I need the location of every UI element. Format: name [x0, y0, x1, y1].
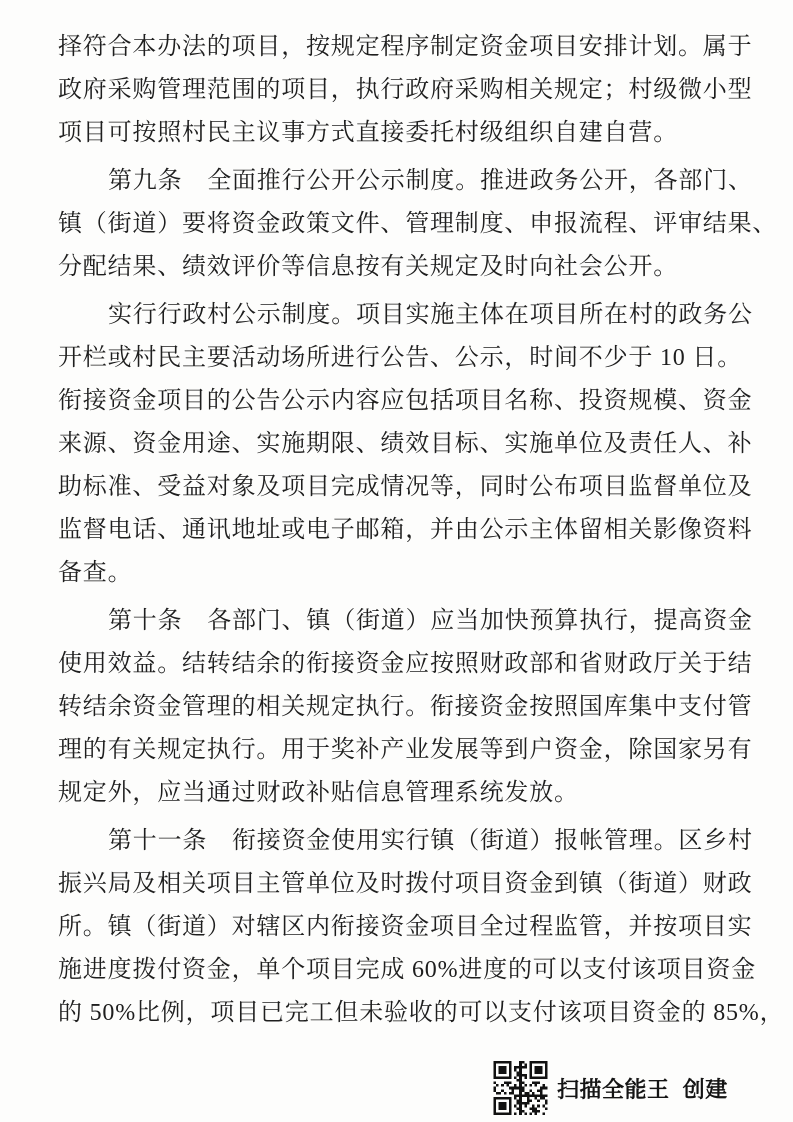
text-line: 择符合本办法的项目，按规定程序制定资金项目安排计划。属于	[58, 34, 753, 60]
paragraph	[58, 160, 778, 289]
text-line: 规定外，应当通过财政补贴信息管理系统发放。	[58, 780, 579, 806]
text-line: 第十一条 衔接资金使用实行镇（街道）报帐管理。区乡村	[108, 828, 753, 854]
scanner-watermark	[493, 1061, 728, 1115]
paragraph	[58, 600, 758, 815]
paragraph	[58, 26, 758, 155]
text-line: 开栏或村民主要活动场所进行公告、公示，时间不少于 10 日。	[58, 345, 742, 371]
text-line: 的 50%比例，项目已完工但未验收的可以支付该项目资金的 85%，	[58, 1000, 785, 1026]
text-line: 第九条 全面推行公开公示制度。推进政务公开，各部门、	[108, 168, 753, 194]
text-line: 转结余资金管理的相关规定执行。衔接资金按照国库集中支付管	[58, 694, 753, 720]
text-line: 备查。	[58, 560, 133, 586]
text-line: 镇（街道）要将资金政策文件、管理制度、申报流程、评审结果、	[58, 211, 778, 237]
text-line: 振兴局及相关项目主管单位及时拨付项目资金到镇（街道）财政	[58, 871, 753, 897]
text-line: 实行行政村公示制度。项目实施主体在项目所在村的政务公	[108, 302, 753, 328]
document-text	[58, 26, 785, 1040]
text-line: 衔接资金项目的公告公示内容应包括项目名称、投资规模、资金	[58, 388, 753, 414]
qr-code-icon	[493, 1061, 548, 1115]
text-line: 来源、资金用途、实施期限、绩效目标、实施单位及责任人、补	[58, 431, 753, 457]
text-line: 理的有关规定执行。用于奖补产业发展等到户资金，除国家另有	[58, 737, 753, 763]
paragraph	[58, 820, 785, 1035]
text-line: 所。镇（街道）对辖区内衔接资金项目全过程监管，并按项目实	[58, 914, 753, 940]
text-line: 助标准、受益对象及项目完成情况等，同时公布项目监督单位及	[58, 474, 753, 500]
text-line: 监督电话、通讯地址或电子邮箱，并由公示主体留相关影像资料	[58, 517, 753, 543]
text-line: 分配结果、绩效评价等信息按有关规定及时向社会公开。	[58, 254, 678, 280]
text-line: 使用效益。结转结余的衔接资金应按照财政部和省财政厅关于结	[58, 651, 753, 677]
text-line: 第十条 各部门、镇（街道）应当加快预算执行，提高资金	[108, 608, 753, 634]
text-line: 项目可按照村民主议事方式直接委托村级组织自建自营。	[58, 120, 678, 146]
text-line: 政府采购管理范围的项目，执行政府采购相关规定；村级微小型	[58, 77, 753, 103]
paragraph	[58, 294, 758, 595]
text-line: 施进度拨付资金，单个项目完成 60%进度的可以支付该项目资金	[58, 957, 756, 983]
watermark-text: 扫描全能王 创建	[557, 1076, 728, 1102]
